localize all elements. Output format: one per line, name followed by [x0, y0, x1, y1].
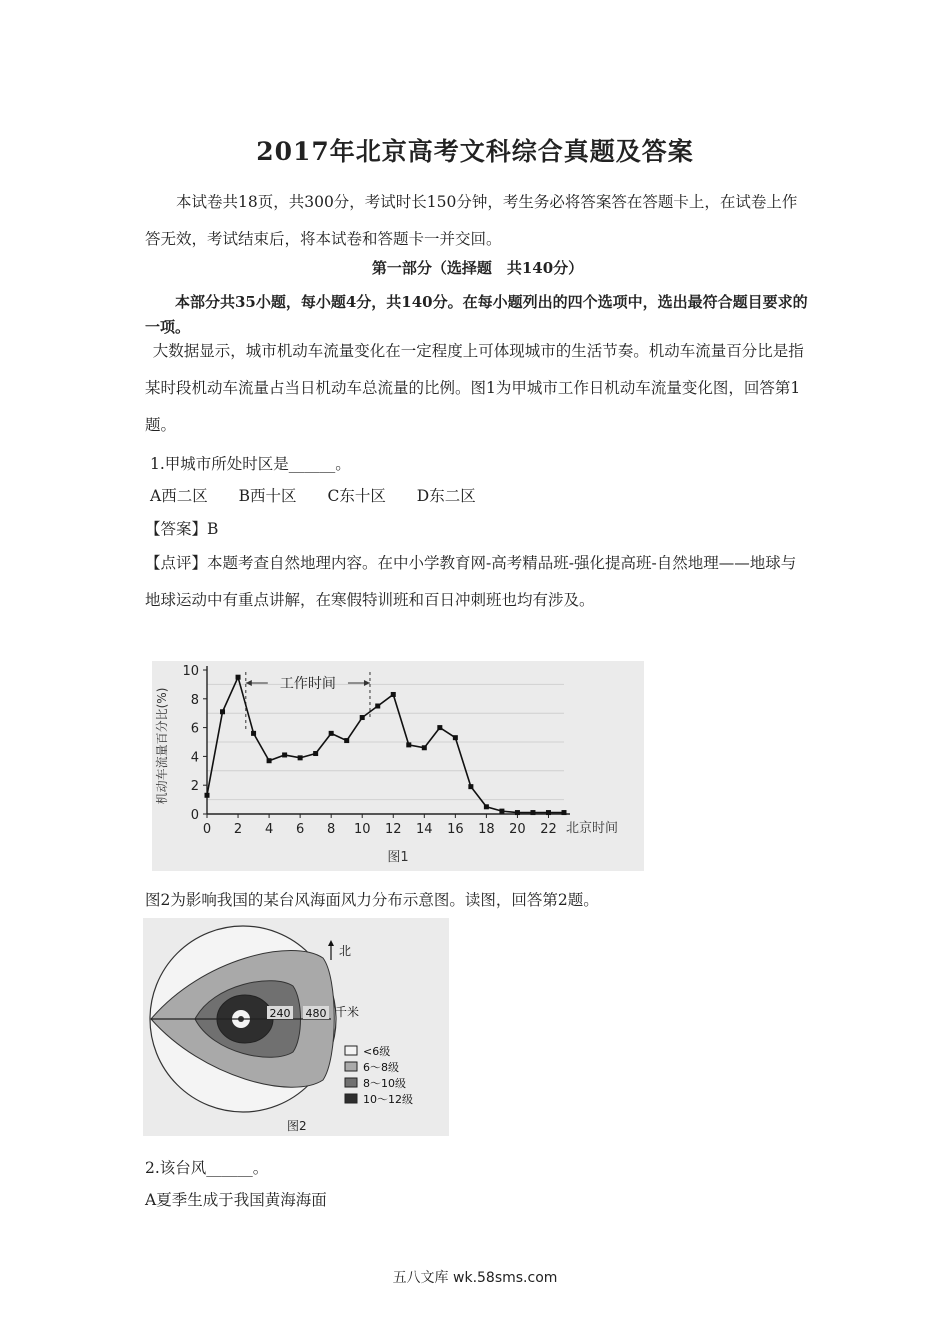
- data-point: [267, 758, 272, 763]
- page-title: 2017年北京高考文科综合真题及答案: [256, 137, 694, 166]
- chart-series: [205, 675, 567, 815]
- legend-swatch-8-10: [345, 1078, 357, 1087]
- x-tick-label: 8: [327, 822, 336, 837]
- figure-2: [143, 918, 449, 1136]
- traffic-line-chart: [152, 661, 644, 871]
- legend: [345, 1045, 413, 1106]
- page-footer: 五八文库 wk.58sms.com: [392, 1270, 558, 1286]
- north-arrowhead-icon: [328, 940, 334, 946]
- chart-caption: 图1: [387, 850, 409, 865]
- data-point: [546, 810, 551, 815]
- intro-paragraph: 本试卷共18页，共300分，考试时长150分钟，考生务必将答案答在答题卡上，在试卷上作答无效，考试结束后，将本试卷和答题卡一并交回。: [145, 193, 798, 248]
- data-point: [499, 809, 504, 814]
- data-point: [468, 784, 473, 789]
- x-tick-label: 6: [295, 822, 305, 837]
- y-tick-label: 0: [190, 808, 199, 823]
- scale-label-480: 480: [305, 1007, 327, 1020]
- data-point: [406, 742, 411, 747]
- chart-grid: [207, 684, 564, 799]
- figure-2-caption: 图2: [287, 1119, 307, 1133]
- x-tick-label: 4: [264, 822, 274, 837]
- annotation-label: 工作时间: [279, 676, 336, 692]
- scale-unit: 千米: [335, 1005, 360, 1019]
- data-point: [220, 709, 225, 714]
- chart-ylabel: 机动车流量百分比(%): [155, 687, 169, 805]
- north-label: 北: [339, 944, 352, 958]
- x-tick-label: 22: [540, 822, 557, 837]
- legend-swatch-10-12: [345, 1094, 357, 1103]
- y-tick-label: 10: [182, 664, 199, 679]
- data-point: [437, 725, 442, 730]
- x-tick-label: 18: [478, 822, 495, 837]
- comment-paragraph: 【点评】本题考查自然地理内容。在中小学教育网-高考精品班-强化提高班-自然地理——地球与地球运动中有重点讲解，在寒假特训班和百日冲刺班也均有涉及。: [145, 554, 797, 609]
- question-context: 大数据显示，城市机动车流量变化在一定程度上可体现城市的生活节奏。机动车流量百分比是指某时段机动车流量占当日机动车总流量的比例。图1为甲城市工作日机动车流量变化图，回答第1题。: [145, 342, 804, 434]
- series-line: [207, 677, 564, 812]
- data-point: [484, 804, 489, 809]
- data-point: [453, 735, 458, 740]
- data-point: [298, 755, 303, 760]
- legend-label-8-10: 8～10级: [363, 1077, 406, 1090]
- data-point: [360, 715, 365, 720]
- x-tick-label: 2: [233, 822, 243, 837]
- option-a: A西二区: [150, 487, 208, 505]
- scale-label-240: 240: [269, 1007, 291, 1020]
- legend-label-lt6: <6级: [363, 1045, 391, 1058]
- option-d: D东二区: [416, 487, 476, 505]
- data-point: [313, 751, 318, 756]
- x-tick-label: 10: [353, 822, 371, 837]
- data-point: [422, 745, 427, 750]
- chart-axes: [207, 666, 570, 814]
- data-point: [391, 692, 396, 697]
- figure-2-intro: 图2为影响我国的某台风海面风力分布示意图。读图，回答第2题。: [145, 891, 599, 909]
- legend-swatch-lt6: [345, 1046, 357, 1055]
- y-tick-label: 6: [190, 721, 199, 737]
- data-point: [205, 793, 210, 798]
- figure-1: [152, 661, 644, 871]
- legend-label-6-8: 6～8级: [363, 1061, 399, 1074]
- answer-line: 【答案】B: [145, 520, 219, 538]
- section-title: 第一部分（选择题 共140分）: [371, 259, 584, 277]
- legend-swatch-6-8: [345, 1062, 357, 1071]
- chart-xlabel: 北京时间: [566, 821, 619, 836]
- section-description: 本部分共35小题，每小题4分，共140分。在每小题列出的四个选项中，选出最符合题目要求的一项。: [145, 293, 808, 336]
- data-point: [329, 731, 334, 736]
- data-point: [515, 810, 520, 815]
- x-tick-label: 12: [384, 822, 402, 837]
- question-2-option-a: A夏季生成于我国黄海海面: [145, 1191, 327, 1209]
- y-tick-label: 2: [190, 779, 199, 795]
- data-point: [344, 738, 349, 743]
- data-point: [530, 810, 535, 815]
- data-point: [562, 810, 567, 815]
- question-1-options: [150, 484, 502, 506]
- x-tick-label: 0: [202, 822, 212, 837]
- typhoon-diagram: [143, 918, 449, 1136]
- data-point: [282, 752, 287, 757]
- legend-label-10-12: 10～12级: [363, 1093, 413, 1106]
- data-point: [375, 704, 380, 709]
- annotation-arrowhead-left: [246, 680, 252, 686]
- x-tick-label: 14: [416, 822, 433, 837]
- question-2: 2.该台风______。: [145, 1159, 269, 1177]
- option-b: B西十区: [238, 487, 297, 505]
- x-tick-label: 20: [509, 822, 526, 837]
- data-point: [236, 675, 241, 680]
- data-point: [251, 731, 256, 736]
- y-tick-label: 8: [190, 692, 199, 708]
- chart-annotation: [246, 672, 370, 730]
- annotation-arrowhead-right: [364, 680, 370, 686]
- y-tick-label: 4: [190, 750, 199, 766]
- option-c: C东十区: [327, 487, 386, 505]
- x-tick-label: 16: [447, 822, 464, 837]
- question-1: 1.甲城市所处时区是______。: [150, 455, 351, 473]
